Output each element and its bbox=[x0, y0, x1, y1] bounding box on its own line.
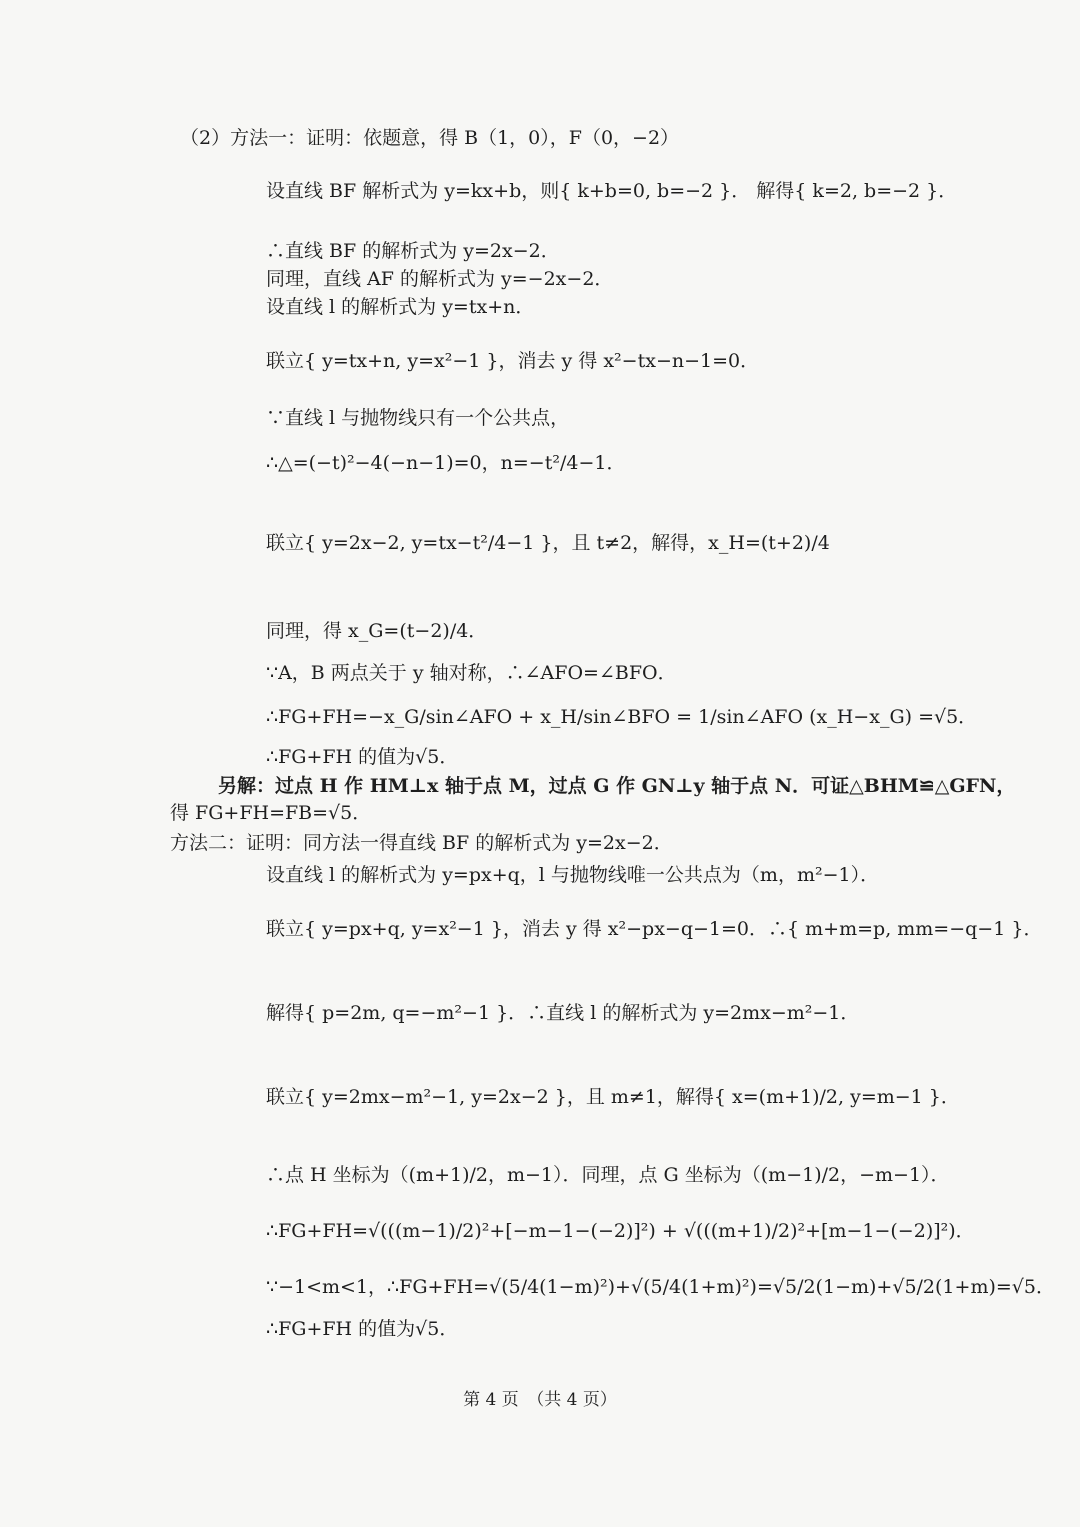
line-symmetry: ∵A，B 两点关于 y 轴对称，∴∠AFO=∠BFO． bbox=[266, 662, 677, 684]
line-method2-solve: 解得{ p=2m, q=−m²−1 }．∴直线 l 的解析式为 y=2mx−m²−1． bbox=[266, 1002, 860, 1024]
line-method2-system: 联立{ y=px+q, y=x²−1 }，消去 y 得 x²−px−q−1=0．∴{ m+m=p, mm=−q−1 }． bbox=[266, 918, 1043, 940]
line-alt-solution: 另解：过点 H 作 HM⊥x 轴于点 M，过点 G 作 GN⊥y 轴于点 N．可证△BHM≌△GFN， bbox=[218, 775, 1016, 797]
line-alt-result: 得 FG+FH=FB=√5． bbox=[170, 802, 372, 824]
line-fg-fh: ∴FG+FH=−x_G/sin∠AFO + x_H/sin∠BFO = 1/sin∠AFO (x_H−x_G) =√5． bbox=[266, 706, 978, 728]
line-value-2: ∴FG+FH 的值为√5． bbox=[266, 1318, 459, 1340]
line-l-setup: 设直线 l 的解析式为 y=tx+n． bbox=[266, 296, 535, 318]
line-one-point: ∵直线 l 与抛物线只有一个公共点， bbox=[266, 407, 570, 429]
line-bf-result: ∴直线 BF 的解析式为 y=2x−2． bbox=[266, 240, 560, 262]
line-method2-simplify: ∵−1<m<1，∴FG+FH=√(5/4(1−m)²)+√(5/4(1+m)²)=√5/2(1−m)+√5/2(1+m)=√5． bbox=[266, 1276, 1055, 1298]
line-value-1: ∴FG+FH 的值为√5． bbox=[266, 746, 459, 768]
line-bf-setup: 设直线 BF 解析式为 y=kx+b，则{ k+b=0, b=−2 }． 解得{ k=2, b=−2 }． bbox=[266, 180, 958, 202]
line-method2-intersect: 联立{ y=2mx−m²−1, y=2x−2 }，且 m≠1，解得{ x=(m+1)/2, y=m−1 }． bbox=[266, 1086, 960, 1108]
line-xh: 联立{ y=2x−2, y=tx−t²/4−1 }，且 t≠2，解得，x_H=(t+2)/4 bbox=[266, 532, 830, 554]
line-method2-distance: ∴FG+FH=√(((m−1)/2)²+[−m−1−(−2)]²) + √(((m+1)/2)²+[m−1−(−2)]²)． bbox=[266, 1220, 975, 1242]
line-part2-header: （2）方法一：证明：依题意，得 B（1，0），F（0，−2） bbox=[180, 127, 680, 149]
line-xg: 同理，得 x_G=(t−2)/4． bbox=[266, 620, 488, 642]
line-system-1: 联立{ y=tx+n, y=x²−1 }，消去 y 得 x²−tx−n−1=0． bbox=[266, 350, 760, 372]
line-method2-coords: ∴点 H 坐标为（(m+1)/2，m−1）．同理，点 G 坐标为（(m−1)/2，−m−1）． bbox=[266, 1164, 950, 1186]
line-discriminant: ∴△=(−t)²−4(−n−1)=0，n=−t²/4−1． bbox=[266, 452, 626, 474]
page-footer: 第 4 页 （共 4 页） bbox=[463, 1390, 617, 1410]
line-af-result: 同理，直线 AF 的解析式为 y=−2x−2． bbox=[266, 268, 614, 290]
line-method2-header: 方法二：证明：同方法一得直线 BF 的解析式为 y=2x−2． bbox=[170, 832, 673, 854]
line-method2-setup: 设直线 l 的解析式为 y=px+q，l 与抛物线唯一公共点为（m，m²−1）． bbox=[266, 864, 880, 886]
